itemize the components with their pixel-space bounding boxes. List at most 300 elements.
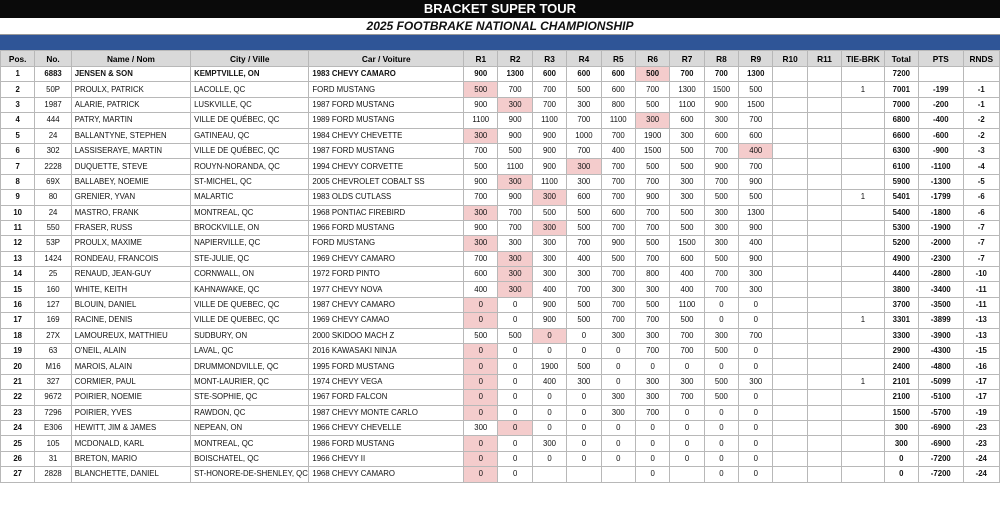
round-9-cell: 1500 xyxy=(739,97,773,112)
round-9-cell: 500 xyxy=(739,82,773,97)
points-cell: -6900 xyxy=(919,436,963,451)
car-cell: 1969 CHEVY CAMARO xyxy=(309,251,464,266)
driver-name-cell: LASSISERAYE, MARTIN xyxy=(71,143,190,158)
round-7-cell: 600 xyxy=(670,251,704,266)
total-cell: 5400 xyxy=(884,205,918,220)
driver-name-cell: BLANCHETTE, DANIEL xyxy=(71,467,190,482)
car-number-cell: 169 xyxy=(35,313,71,328)
round-8-cell: 0 xyxy=(704,405,738,420)
round-4-cell: 700 xyxy=(567,143,601,158)
round-3-cell: 300 xyxy=(532,190,566,205)
car-number-cell: 105 xyxy=(35,436,71,451)
points-cell: -199 xyxy=(919,82,963,97)
table-header-row xyxy=(1,51,1000,67)
round-3-cell: 700 xyxy=(532,97,566,112)
round-3-cell: 1100 xyxy=(532,174,566,189)
round-5-cell: 0 xyxy=(601,451,635,466)
round-7-cell: 1500 xyxy=(670,236,704,251)
round-11-cell xyxy=(807,82,841,97)
points-cell: -3899 xyxy=(919,313,963,328)
tie-break-cell: 1 xyxy=(842,82,884,97)
position-cell: 4 xyxy=(1,113,35,128)
round-7-cell: 1100 xyxy=(670,97,704,112)
round-2-cell: 300 xyxy=(498,267,532,282)
round-7-cell: 600 xyxy=(670,113,704,128)
round-10-cell xyxy=(773,236,807,251)
car-number-cell: 25 xyxy=(35,267,71,282)
car-number-cell: 63 xyxy=(35,344,71,359)
round-11-cell xyxy=(807,220,841,235)
round-4-cell: 300 xyxy=(567,374,601,389)
round-7-cell: 300 xyxy=(670,128,704,143)
rounds-cell xyxy=(963,67,999,82)
position-cell: 10 xyxy=(1,205,35,220)
round-6-cell: 700 xyxy=(635,344,669,359)
driver-name-cell: GRENIER, YVAN xyxy=(71,190,190,205)
tie-break-cell xyxy=(842,236,884,251)
points-cell: -1100 xyxy=(919,159,963,174)
tie-break-cell xyxy=(842,451,884,466)
round-2-cell: 0 xyxy=(498,344,532,359)
column-header: R1 xyxy=(464,51,498,67)
total-cell: 5300 xyxy=(884,220,918,235)
car-number-cell: 24 xyxy=(35,205,71,220)
table-row xyxy=(1,174,1000,189)
car-number-cell: 7296 xyxy=(35,405,71,420)
round-6-cell: 700 xyxy=(635,205,669,220)
table-row xyxy=(1,190,1000,205)
round-6-cell: 1900 xyxy=(635,128,669,143)
round-10-cell xyxy=(773,220,807,235)
points-cell: -1300 xyxy=(919,174,963,189)
total-cell: 300 xyxy=(884,436,918,451)
round-6-cell: 800 xyxy=(635,267,669,282)
table-row xyxy=(1,467,1000,482)
round-10-cell xyxy=(773,205,807,220)
round-3-cell: 0 xyxy=(532,328,566,343)
round-7-cell: 500 xyxy=(670,220,704,235)
table-row xyxy=(1,344,1000,359)
round-8-cell: 700 xyxy=(704,143,738,158)
round-7-cell: 700 xyxy=(670,328,704,343)
round-3-cell: 900 xyxy=(532,297,566,312)
position-cell: 9 xyxy=(1,190,35,205)
total-cell: 3300 xyxy=(884,328,918,343)
round-9-cell: 400 xyxy=(739,143,773,158)
table-row xyxy=(1,282,1000,297)
car-cell: 1983 CHEVY CAMARO xyxy=(309,67,464,82)
driver-name-cell: PROULX, MAXIME xyxy=(71,236,190,251)
points-cell: -4300 xyxy=(919,344,963,359)
position-cell: 12 xyxy=(1,236,35,251)
round-5-cell: 300 xyxy=(601,328,635,343)
round-2-cell: 700 xyxy=(498,205,532,220)
round-11-cell xyxy=(807,128,841,143)
table-row xyxy=(1,128,1000,143)
position-cell: 24 xyxy=(1,420,35,435)
table-row xyxy=(1,267,1000,282)
round-1-cell: 300 xyxy=(464,236,498,251)
round-10-cell xyxy=(773,174,807,189)
total-cell: 3800 xyxy=(884,282,918,297)
round-4-cell: 700 xyxy=(567,282,601,297)
table-row xyxy=(1,220,1000,235)
points-cell xyxy=(919,67,963,82)
round-3-cell: 900 xyxy=(532,313,566,328)
column-header: R10 xyxy=(773,51,807,67)
table-row xyxy=(1,405,1000,420)
round-4-cell: 500 xyxy=(567,205,601,220)
tie-break-cell xyxy=(842,128,884,143)
round-3-cell: 1100 xyxy=(532,113,566,128)
car-number-cell: 9672 xyxy=(35,390,71,405)
round-6-cell: 700 xyxy=(635,405,669,420)
car-number-cell: 6883 xyxy=(35,67,71,82)
round-1-cell: 900 xyxy=(464,97,498,112)
points-cell: -3500 xyxy=(919,297,963,312)
table-row xyxy=(1,205,1000,220)
car-number-cell: 53P xyxy=(35,236,71,251)
round-1-cell: 0 xyxy=(464,405,498,420)
rounds-cell: -23 xyxy=(963,420,999,435)
city-cell: STE-JULIE, QC xyxy=(191,251,309,266)
total-cell: 2100 xyxy=(884,390,918,405)
round-6-cell: 300 xyxy=(635,374,669,389)
round-1-cell: 0 xyxy=(464,436,498,451)
round-7-cell: 0 xyxy=(670,451,704,466)
total-cell: 5200 xyxy=(884,236,918,251)
round-10-cell xyxy=(773,67,807,82)
round-1-cell: 900 xyxy=(464,67,498,82)
round-5-cell: 1100 xyxy=(601,113,635,128)
round-1-cell: 700 xyxy=(464,143,498,158)
total-cell: 5900 xyxy=(884,174,918,189)
round-2-cell: 500 xyxy=(498,328,532,343)
car-cell: 1984 CHEVY CHEVETTE xyxy=(309,128,464,143)
tie-break-cell xyxy=(842,405,884,420)
round-5-cell: 500 xyxy=(601,251,635,266)
position-cell: 19 xyxy=(1,344,35,359)
round-3-cell: 900 xyxy=(532,128,566,143)
round-6-cell: 700 xyxy=(635,313,669,328)
rounds-cell: -17 xyxy=(963,374,999,389)
driver-name-cell: MCDONALD, KARL xyxy=(71,436,190,451)
car-number-cell: 2228 xyxy=(35,159,71,174)
round-3-cell: 0 xyxy=(532,420,566,435)
car-cell: 1989 FORD MUSTANG xyxy=(309,113,464,128)
car-number-cell: 2828 xyxy=(35,467,71,482)
rounds-cell: -11 xyxy=(963,297,999,312)
car-number-cell: M16 xyxy=(35,359,71,374)
round-4-cell: 300 xyxy=(567,97,601,112)
points-cell: -5100 xyxy=(919,390,963,405)
round-10-cell xyxy=(773,467,807,482)
car-cell: 1987 FORD MUSTANG xyxy=(309,97,464,112)
car-cell: 2000 SKIDOO MACH Z xyxy=(309,328,464,343)
round-11-cell xyxy=(807,267,841,282)
round-5-cell: 600 xyxy=(601,205,635,220)
round-11-cell xyxy=(807,190,841,205)
car-cell: 1967 FORD FALCON xyxy=(309,390,464,405)
round-7-cell: 500 xyxy=(670,313,704,328)
round-1-cell: 0 xyxy=(464,374,498,389)
round-2-cell: 300 xyxy=(498,174,532,189)
round-1-cell: 0 xyxy=(464,390,498,405)
round-11-cell xyxy=(807,159,841,174)
round-1-cell: 600 xyxy=(464,267,498,282)
driver-name-cell: LAMOUREUX, MATTHIEU xyxy=(71,328,190,343)
points-cell: -600 xyxy=(919,128,963,143)
table-row xyxy=(1,67,1000,82)
total-cell: 3700 xyxy=(884,297,918,312)
round-4-cell: 0 xyxy=(567,344,601,359)
round-1-cell: 0 xyxy=(464,359,498,374)
total-cell: 7000 xyxy=(884,97,918,112)
car-cell: 1994 CHEVY CORVETTE xyxy=(309,159,464,174)
round-3-cell: 300 xyxy=(532,251,566,266)
round-8-cell: 500 xyxy=(704,390,738,405)
round-4-cell: 0 xyxy=(567,436,601,451)
city-cell: LUSKVILLE, QC xyxy=(191,97,309,112)
round-10-cell xyxy=(773,113,807,128)
round-3-cell: 700 xyxy=(532,82,566,97)
round-1-cell: 0 xyxy=(464,297,498,312)
round-10-cell xyxy=(773,251,807,266)
car-number-cell: 27X xyxy=(35,328,71,343)
city-cell: NEPEAN, ON xyxy=(191,420,309,435)
round-8-cell: 0 xyxy=(704,420,738,435)
round-10-cell xyxy=(773,143,807,158)
city-cell: SUDBURY, ON xyxy=(191,328,309,343)
car-cell: 1986 FORD MUSTANG xyxy=(309,436,464,451)
position-cell: 8 xyxy=(1,174,35,189)
car-number-cell: 127 xyxy=(35,297,71,312)
total-cell: 7001 xyxy=(884,82,918,97)
round-6-cell: 300 xyxy=(635,282,669,297)
round-3-cell: 300 xyxy=(532,220,566,235)
rounds-cell: -6 xyxy=(963,205,999,220)
round-9-cell: 0 xyxy=(739,436,773,451)
round-7-cell: 1100 xyxy=(670,297,704,312)
round-4-cell: 500 xyxy=(567,359,601,374)
table-row xyxy=(1,374,1000,389)
city-cell: CORNWALL, ON xyxy=(191,267,309,282)
car-cell: 1974 CHEVY VEGA xyxy=(309,374,464,389)
round-1-cell: 400 xyxy=(464,282,498,297)
car-cell: 1966 FORD MUSTANG xyxy=(309,220,464,235)
round-8-cell: 700 xyxy=(704,282,738,297)
round-8-cell: 0 xyxy=(704,451,738,466)
round-4-cell: 500 xyxy=(567,220,601,235)
city-cell: KAHNAWAKE, QC xyxy=(191,282,309,297)
round-5-cell: 900 xyxy=(601,236,635,251)
round-7-cell: 1300 xyxy=(670,82,704,97)
round-4-cell: 1000 xyxy=(567,128,601,143)
round-1-cell: 900 xyxy=(464,174,498,189)
tie-break-cell xyxy=(842,344,884,359)
rounds-cell: -5 xyxy=(963,174,999,189)
rounds-cell: -13 xyxy=(963,328,999,343)
round-4-cell: 500 xyxy=(567,313,601,328)
round-1-cell: 700 xyxy=(464,190,498,205)
total-cell: 1500 xyxy=(884,405,918,420)
round-8-cell: 1500 xyxy=(704,82,738,97)
round-2-cell: 900 xyxy=(498,128,532,143)
round-4-cell xyxy=(567,467,601,482)
points-cell: -1800 xyxy=(919,205,963,220)
tie-break-cell xyxy=(842,113,884,128)
rounds-cell: -2 xyxy=(963,128,999,143)
round-2-cell: 1300 xyxy=(498,67,532,82)
car-number-cell: E306 xyxy=(35,420,71,435)
round-8-cell: 300 xyxy=(704,220,738,235)
round-1-cell: 1100 xyxy=(464,113,498,128)
round-2-cell: 0 xyxy=(498,436,532,451)
total-cell: 0 xyxy=(884,467,918,482)
tie-break-cell xyxy=(842,467,884,482)
tie-break-cell: 1 xyxy=(842,190,884,205)
total-cell: 4900 xyxy=(884,251,918,266)
round-4-cell: 0 xyxy=(567,405,601,420)
car-number-cell: 550 xyxy=(35,220,71,235)
round-1-cell: 500 xyxy=(464,159,498,174)
round-1-cell: 500 xyxy=(464,328,498,343)
total-cell: 6600 xyxy=(884,128,918,143)
round-3-cell: 300 xyxy=(532,267,566,282)
round-11-cell xyxy=(807,313,841,328)
tie-break-cell xyxy=(842,282,884,297)
round-4-cell: 0 xyxy=(567,390,601,405)
round-10-cell xyxy=(773,344,807,359)
position-cell: 21 xyxy=(1,374,35,389)
round-6-cell: 300 xyxy=(635,390,669,405)
driver-name-cell: BLOUIN, DANIEL xyxy=(71,297,190,312)
round-10-cell xyxy=(773,190,807,205)
round-2-cell: 0 xyxy=(498,390,532,405)
position-cell: 27 xyxy=(1,467,35,482)
city-cell: BOISCHATEL, QC xyxy=(191,451,309,466)
round-6-cell: 500 xyxy=(635,97,669,112)
city-cell: VILLE DE QUEBEC, QC xyxy=(191,297,309,312)
round-4-cell: 300 xyxy=(567,267,601,282)
position-cell: 3 xyxy=(1,97,35,112)
total-cell: 2400 xyxy=(884,359,918,374)
rounds-cell: -16 xyxy=(963,359,999,374)
round-3-cell xyxy=(532,467,566,482)
round-10-cell xyxy=(773,451,807,466)
column-header: R2 xyxy=(498,51,532,67)
round-5-cell: 0 xyxy=(601,374,635,389)
car-number-cell: 24 xyxy=(35,128,71,143)
driver-name-cell: JENSEN & SON xyxy=(71,67,190,82)
round-1-cell: 0 xyxy=(464,467,498,482)
car-cell: FORD MUSTANG xyxy=(309,236,464,251)
round-10-cell xyxy=(773,374,807,389)
rounds-cell: -10 xyxy=(963,267,999,282)
round-11-cell xyxy=(807,328,841,343)
round-5-cell: 700 xyxy=(601,159,635,174)
round-8-cell: 900 xyxy=(704,159,738,174)
driver-name-cell: RONDEAU, FRANCOIS xyxy=(71,251,190,266)
position-cell: 1 xyxy=(1,67,35,82)
round-9-cell: 0 xyxy=(739,297,773,312)
round-7-cell xyxy=(670,467,704,482)
round-7-cell: 300 xyxy=(670,190,704,205)
driver-name-cell: BRETON, MARIO xyxy=(71,451,190,466)
table-row xyxy=(1,390,1000,405)
round-11-cell xyxy=(807,113,841,128)
tie-break-cell xyxy=(842,251,884,266)
table-row xyxy=(1,236,1000,251)
round-2-cell: 500 xyxy=(498,143,532,158)
points-cell: -900 xyxy=(919,143,963,158)
table-row xyxy=(1,159,1000,174)
round-11-cell xyxy=(807,174,841,189)
rounds-cell: -24 xyxy=(963,467,999,482)
car-cell: 1968 CHEVY CAMARO xyxy=(309,467,464,482)
driver-name-cell: HEWITT, JIM & JAMES xyxy=(71,420,190,435)
car-number-cell: 327 xyxy=(35,374,71,389)
driver-name-cell: DUQUETTE, STEVE xyxy=(71,159,190,174)
round-7-cell: 0 xyxy=(670,359,704,374)
tie-break-cell xyxy=(842,267,884,282)
tie-break-cell xyxy=(842,67,884,82)
round-1-cell: 0 xyxy=(464,344,498,359)
tie-break-cell xyxy=(842,420,884,435)
driver-name-cell: O'NEIL, ALAIN xyxy=(71,344,190,359)
city-cell: KEMPTVILLE, ON xyxy=(191,67,309,82)
rounds-cell: -4 xyxy=(963,159,999,174)
total-cell: 6300 xyxy=(884,143,918,158)
driver-name-cell: PROULX, PATRICK xyxy=(71,82,190,97)
round-3-cell: 600 xyxy=(532,67,566,82)
round-11-cell xyxy=(807,97,841,112)
rounds-cell: -6 xyxy=(963,190,999,205)
driver-name-cell: ALARIE, PATRICK xyxy=(71,97,190,112)
driver-name-cell: FRASER, RUSS xyxy=(71,220,190,235)
column-header: City / Ville xyxy=(191,51,309,67)
column-header: R7 xyxy=(670,51,704,67)
round-6-cell: 300 xyxy=(635,113,669,128)
round-1-cell: 300 xyxy=(464,128,498,143)
round-2-cell: 900 xyxy=(498,113,532,128)
round-9-cell: 700 xyxy=(739,113,773,128)
car-cell: FORD MUSTANG xyxy=(309,82,464,97)
rounds-cell: -2 xyxy=(963,113,999,128)
round-11-cell xyxy=(807,436,841,451)
points-cell: -400 xyxy=(919,113,963,128)
round-6-cell: 500 xyxy=(635,236,669,251)
round-1-cell: 0 xyxy=(464,451,498,466)
table-row xyxy=(1,82,1000,97)
points-cell: -2300 xyxy=(919,251,963,266)
round-6-cell: 700 xyxy=(635,82,669,97)
round-7-cell: 400 xyxy=(670,267,704,282)
column-header: No. xyxy=(35,51,71,67)
round-8-cell: 900 xyxy=(704,97,738,112)
round-6-cell: 0 xyxy=(635,420,669,435)
round-4-cell: 700 xyxy=(567,113,601,128)
round-4-cell: 700 xyxy=(567,236,601,251)
driver-name-cell: RACINE, DENIS xyxy=(71,313,190,328)
round-3-cell: 500 xyxy=(532,205,566,220)
city-cell: ST-MICHEL, QC xyxy=(191,174,309,189)
points-cell: -7200 xyxy=(919,467,963,482)
city-cell: ST-HONORE-DE-SHENLEY, QC xyxy=(191,467,309,482)
table-row xyxy=(1,143,1000,158)
table-row xyxy=(1,113,1000,128)
position-cell: 16 xyxy=(1,297,35,312)
